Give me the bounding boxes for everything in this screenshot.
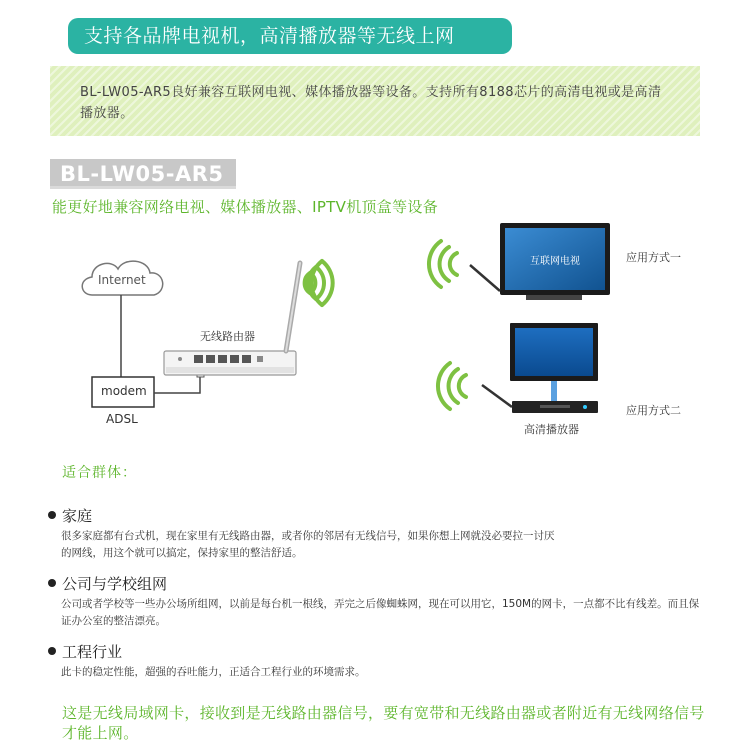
- audience-item-desc: 公司或者学校等一些办公场所组网，以前是每台机一根线，弄完之后像蜘蛛网，现在可以用它，150M的网卡，一点都不比有线差。而且保证办公室的整洁漂亮。: [61, 598, 700, 627]
- internet-label: Internet: [98, 273, 146, 287]
- audience-item-desc: 此卡的稳定性能，超强的吞吐能力，正适合工程行业的环境需求。: [61, 666, 366, 678]
- model-name-tag: BL-LW05-AR5: [50, 159, 236, 189]
- router-icon: [164, 263, 300, 375]
- usage-one-label: 应用方式一: [626, 251, 681, 264]
- tv-screen-text: 互联网电视: [530, 256, 580, 267]
- audience-item-home: [48, 506, 708, 562]
- model-subtitle: 能更好地兼容网络电视、媒体播放器、IPTV机顶盒等设备: [52, 198, 438, 216]
- usb-adapter-icon: [482, 385, 512, 407]
- cable-line: [154, 375, 200, 393]
- audience-title: 适合群体：: [62, 465, 137, 481]
- footer-note: 这是无线局域网卡，接收到是无线路由器信号，要有宽带和无线路由器或者附近有无线网络信号才能上网。: [62, 704, 705, 742]
- modem-label: modem: [101, 384, 147, 398]
- intro-box: BL-LW05-AR5良好兼容互联网电视、媒体播放器等设备。支持所有8188芯片的高清电视或是高清播放器。: [50, 66, 700, 136]
- bullet-icon: [48, 579, 56, 587]
- adsl-label: ADSL: [106, 412, 138, 426]
- wifi-signal-icon: [438, 363, 466, 409]
- bullet-icon: [48, 647, 56, 655]
- wifi-signal-icon: [429, 241, 457, 287]
- wifi-signal-icon: [305, 261, 333, 305]
- usb-adapter-icon: [470, 265, 500, 291]
- audience-item-head: 家庭: [62, 507, 93, 525]
- audience-item-head: 工程行业: [62, 643, 123, 661]
- player-label: 高清播放器: [524, 423, 579, 436]
- router-label: 无线路由器: [200, 330, 255, 343]
- connection-diagram: [0, 215, 750, 445]
- usage-two-label: 应用方式二: [626, 404, 681, 417]
- hd-player-icon: [510, 323, 598, 413]
- audience-item-office: [48, 574, 708, 630]
- page-banner: 支持各品牌电视机，高清播放器等无线上网: [68, 18, 512, 54]
- bullet-icon: [48, 511, 56, 519]
- audience-item-head: 公司与学校组网: [62, 575, 168, 593]
- audience-item-desc: 很多家庭都有台式机，现在家里有无线路由器，或者你的邻居有无线信号，如果你想上网就没必要拉一讨厌的网线，用这个就可以搞定，保持家里的整洁舒适。: [61, 530, 555, 559]
- audience-item-engineering: [48, 642, 708, 681]
